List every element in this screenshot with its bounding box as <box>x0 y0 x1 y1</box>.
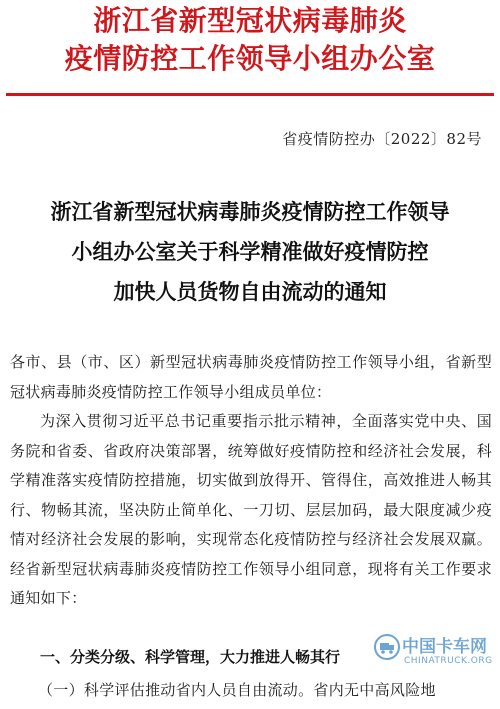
watermark-text: 中国卡车网 <box>402 637 487 657</box>
watermark-subtext: CHINATRUCK.ORG <box>404 656 493 666</box>
issuing-authority-header <box>0 0 500 78</box>
salutation: 各市、县（市、区）新型冠状病毒肺炎疫情防控工作领导小组，省新型冠状病毒肺炎疫情防控工作领导小组成员单位： <box>10 353 492 401</box>
section-heading-1: 一、分类分级、科学管理，大力推进人畅其行 <box>40 648 341 666</box>
title-line-2: 小组办公室关于科学精准做好疫情防控 <box>71 240 429 264</box>
red-separator-line <box>6 93 494 96</box>
header-line-2: 疫情防控工作领导小组办公室 <box>64 42 436 75</box>
sub-heading-1: （一）科学评估推动省内人员自由流动。省内无中高风险地 <box>38 681 436 699</box>
truck-logo-icon <box>374 634 400 660</box>
document-number: 省疫情防控办〔2022〕82号 <box>282 130 482 148</box>
header-line-1: 浙江省新型冠状病毒肺炎 <box>93 4 407 37</box>
watermark-logo <box>372 630 496 678</box>
paragraph-1: 为深入贯彻习近平总书记重要指示批示精神，全面落实党中央、国务院和省委、省政府决策部署，统筹做好疫情防控和经济社会发展，科学精准落实疫情防控措施，切实做到放得开、管得住，高效推进人畅其行、物畅其流，坚决防止简单化、一刀切、层层加码，最大限度减少疫情对经济社会发展的影响，实现常态化疫情防控与经济社会发展双赢。经省新型冠状病毒肺炎疫情防控工作领导小组同意，现将有关工作要求通知如下： <box>10 412 492 607</box>
document-body <box>10 348 492 614</box>
title-line-3: 加快人员货物自由流动的通知 <box>113 280 387 304</box>
document-title <box>0 192 500 312</box>
title-line-1: 浙江省新型冠状病毒肺炎疫情防控工作领导 <box>50 200 450 224</box>
